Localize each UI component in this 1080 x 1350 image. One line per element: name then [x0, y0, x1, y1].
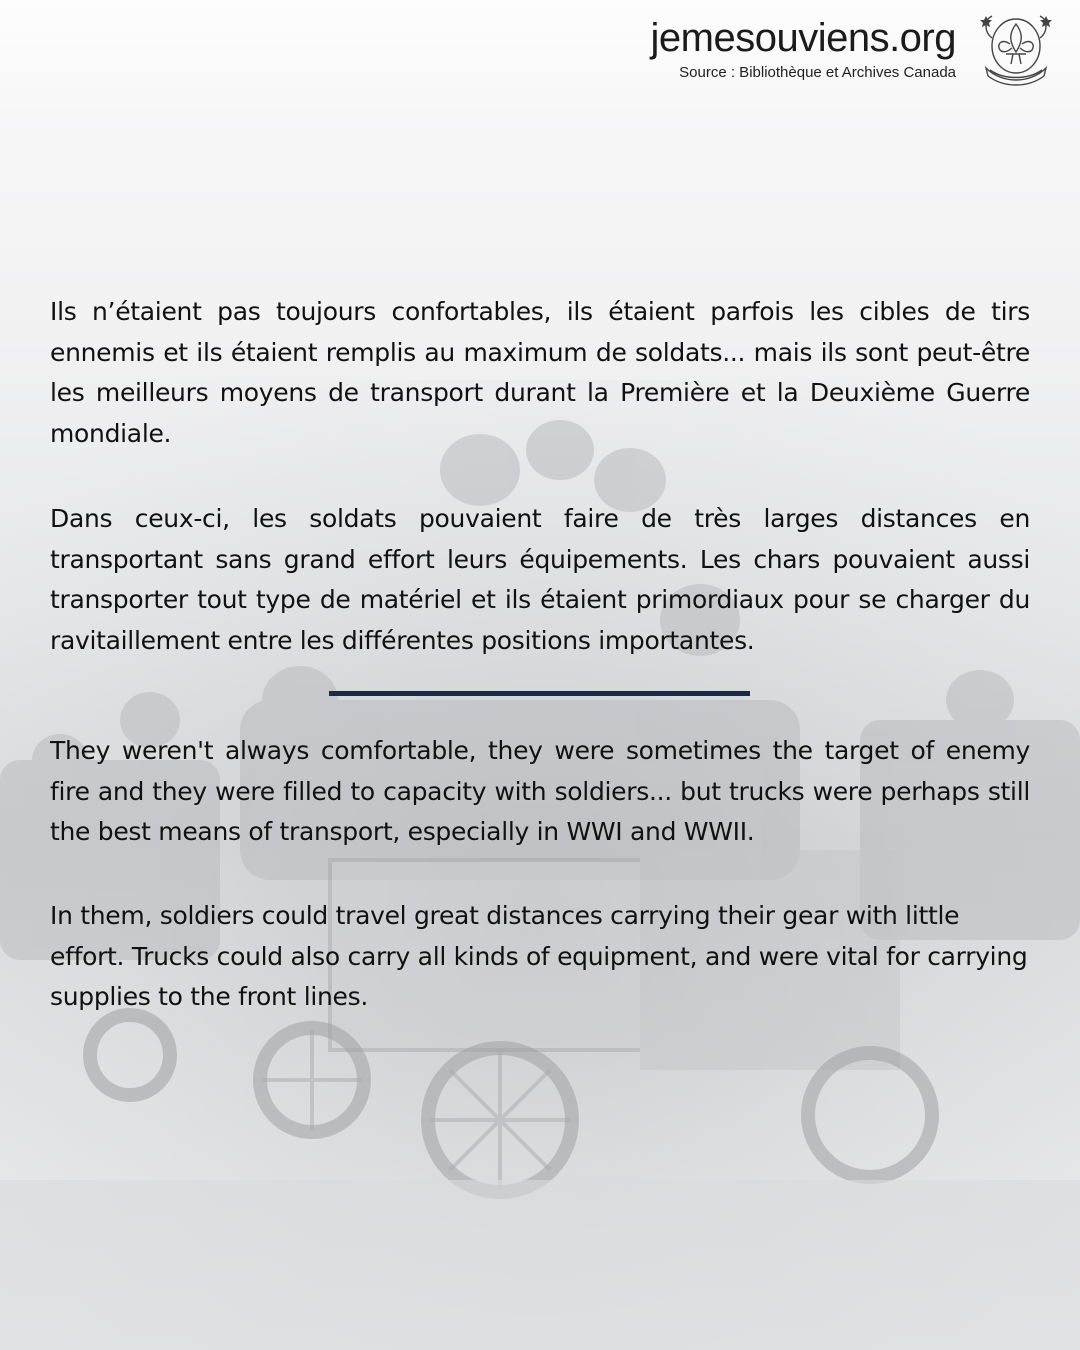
french-paragraph-1: Ils n’étaient pas toujours confortables, ils étaient parfois les cibles de tirs ennemis et ils étaient remplis au maximum de soldats... mais ils sont peut-être les meilleurs moyens de transport durant la Première et la Deuxième Guerre mondiale. [50, 297, 1030, 448]
section-divider [329, 691, 750, 696]
english-paragraph-1: They weren't always comfortable, they were sometimes the target of enemy fire and they were filled to capacity with soldiers... but trucks were perhaps still the best means of transport, especially in WWI and WWII. [50, 736, 1030, 846]
english-paragraph-2: In them, soldiers could travel great distances carrying their gear with little effort. Trucks could also carry all kinds of equipment, and were vital for carrying supplies to the front lines. [50, 901, 1028, 1011]
fleur-de-lis-crest-icon [966, 8, 1066, 88]
site-name[interactable]: jemesouviens.org [650, 16, 956, 60]
french-paragraph-2: Dans ceux-ci, les soldats pouvaient faire de très larges distances en transportant sans grand effort leurs équipements. Les chars pouvaient aussi transporter tout type de matériel et ils étaient primordiaux pour se charger du ravitaillement entre les différentes positions importantes. [50, 504, 1030, 655]
brand-header [651, 14, 957, 82]
source-credit: Source : Bibliothèque et Archives Canada [679, 64, 956, 81]
